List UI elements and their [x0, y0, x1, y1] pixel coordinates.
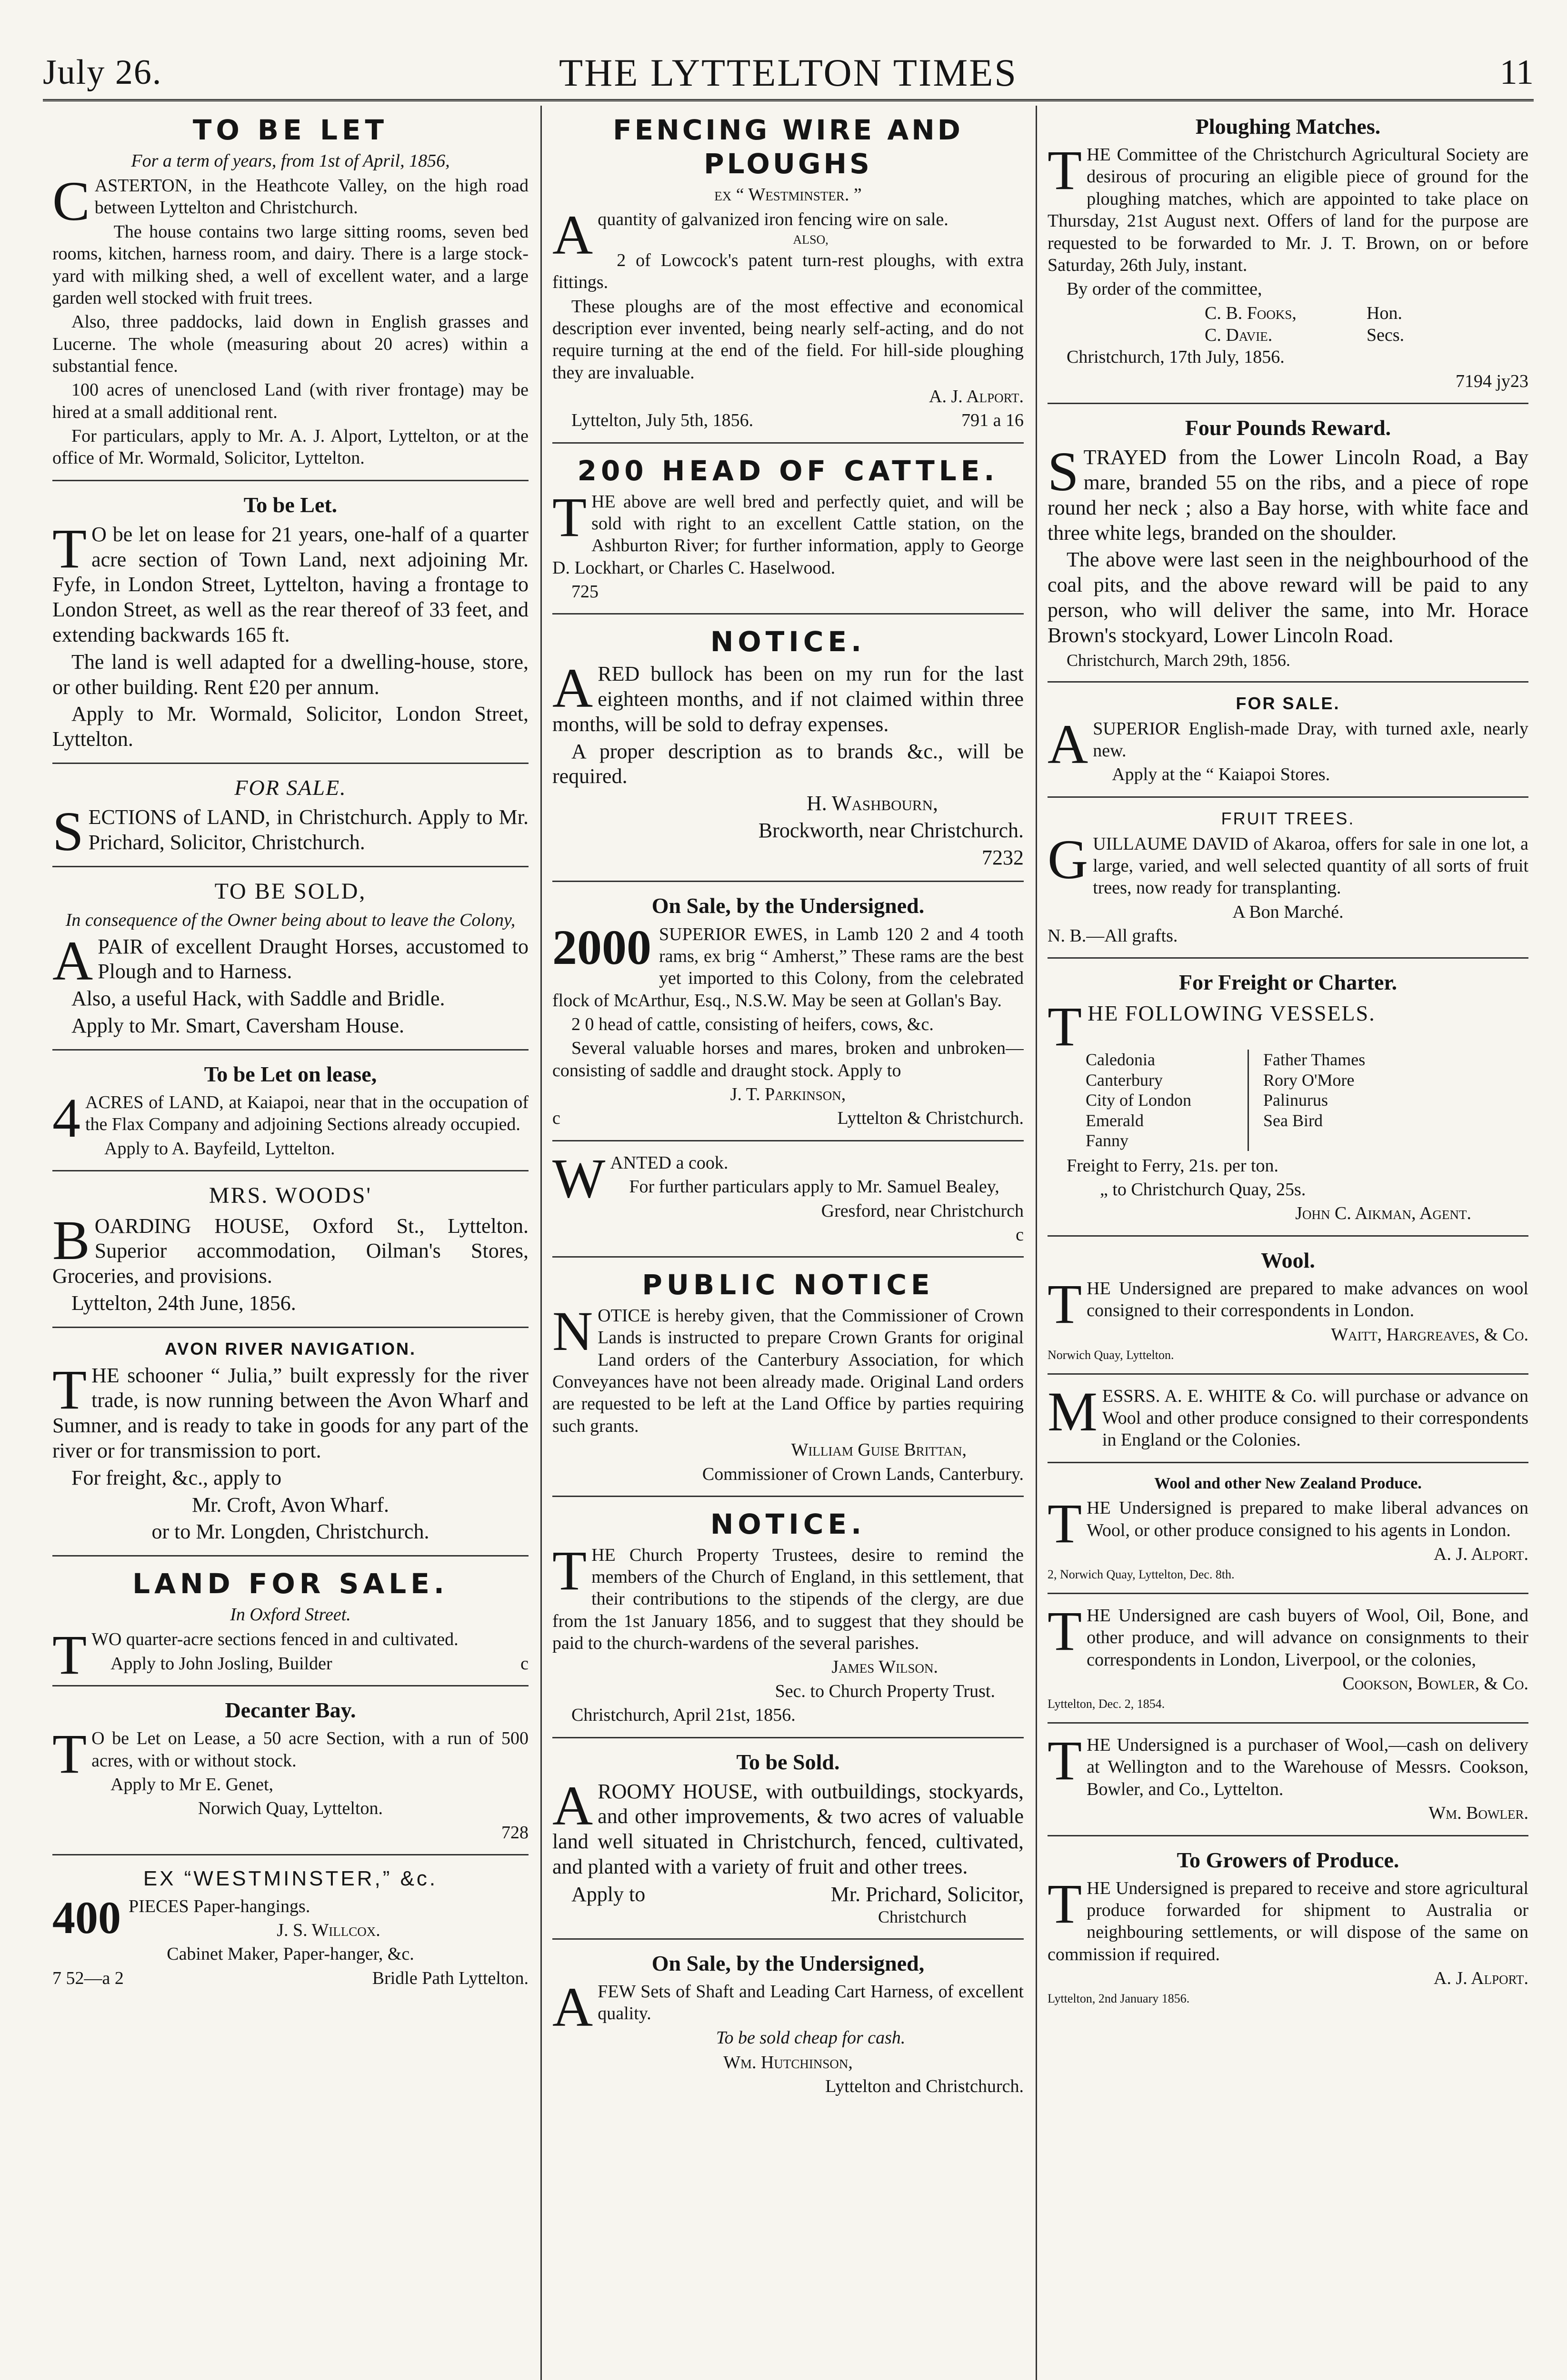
ad-body: Apply to Mr. Smart, Caversham House. [71, 1014, 405, 1038]
ad-body: Freight to Ferry, 21s. per ton. [1067, 1155, 1279, 1176]
ad-body: Also, a useful Hack, with Saddle and Bridle. [71, 987, 445, 1011]
ad-signature: C. B. Fooks, [1205, 303, 1297, 323]
ad-body: 100 acres of unenclosed Land (with river frontage) may be hired at a small additional rent. [52, 380, 529, 422]
ad-body: Norwich Quay, Lyttelton. [1048, 1348, 1174, 1362]
vessel-name: Father Thames [1263, 1050, 1366, 1070]
ad-divider [52, 866, 529, 867]
ad-signature: J. T. Parkinson, [730, 1084, 846, 1105]
ad-mrs-woods [52, 1182, 529, 1316]
ad-signatures [1205, 302, 1528, 347]
ad-divider [1048, 1373, 1528, 1375]
ad-divider [552, 1938, 1024, 1940]
ad-signature: Mr. Prichard, Solicitor, [830, 1882, 1024, 1906]
ad-nz-produce [1048, 1474, 1528, 1582]
ad-westminster [52, 1866, 529, 1989]
column-1 [52, 110, 529, 2380]
ad-body: Also, three paddocks, laid down in English grasses and Lucerne. The whole (measuring about 20 acres) within a substantial fence. [52, 312, 529, 376]
ad-heading: PUBLIC NOTICE [642, 1269, 934, 1301]
ad-lease-kaiapoi [52, 1061, 529, 1160]
ad-date: Lyttelton, 2nd January 1856. [1048, 1992, 1190, 2006]
ad-body: Bridle Path Lyttelton. [372, 1968, 529, 1988]
ad-wool [1048, 1247, 1528, 1363]
ad-divider [552, 1737, 1024, 1738]
vessel-name: Caledonia [1086, 1050, 1155, 1070]
ad-date: Christchurch, April 21st, 1856. [571, 1705, 796, 1726]
masthead-rule [43, 99, 1534, 101]
ad-heading: Wool and other New Zealand Produce. [1154, 1474, 1422, 1492]
ad-on-sale-harness [552, 1950, 1024, 2098]
ad-heading: FOR SALE. [234, 775, 347, 800]
ad-signature: John C. Aikman, Agent. [1295, 1203, 1471, 1224]
ad-body: GUILLAUME DAVID of Akaroa, offers for sale in one lot, a large, varied, and well selected quantity of all sorts of fruit trees, now ready for transplanting. [1048, 828, 1528, 898]
ad-body: 2 0 head of cattle, consisting of heifers, cows, &c. [571, 1014, 934, 1035]
ad-body: or to Mr. Longden, Christchurch. [151, 1520, 429, 1544]
ad-body: Lyttelton, 24th June, 1856. [71, 1291, 296, 1315]
ad-body: TWO quarter-acre sections fenced in and cultivated. [52, 1624, 459, 1686]
ad-body: „ to Christchurch Quay, 25s. [1100, 1179, 1306, 1200]
ad-body: N. B.—All grafts. [1048, 926, 1178, 946]
vessel-name: Palinurus [1263, 1091, 1328, 1110]
ad-body: Several valuable horses and mares, broken and unbroken—consisting of saddle and draught stock. Apply to [552, 1038, 1024, 1081]
ad-body: MESSRS. A. E. WHITE & Co. will purchase or advance on Wool and other produce consigned to their correspondents in England or the Colonies. [1048, 1380, 1528, 1450]
ad-subheading: For a term of years, from 1st of April, 1856, [131, 150, 450, 171]
ad-heading: To Growers of Produce. [1177, 1847, 1399, 1872]
ad-fruit-trees [1048, 808, 1528, 947]
column-2 [552, 110, 1024, 2380]
ad-body: THE FOLLOWING VESSELS. [1048, 995, 1376, 1058]
ad-body: THE Undersigned is a purchaser of Wool,—cash on delivery at Wellington and to the Warehouse of Messrs. Cookson, Bowler, and Co., Lyttelton. [1048, 1729, 1528, 1799]
ad-body: THE Undersigned are cash buyers of Wool, Oil, Bone, and other produce, and will advance on consignments to their correspondents in London, Liverpool, or the colonies, [1048, 1599, 1528, 1670]
ad-signature: H. Washbourn, [806, 792, 938, 815]
ad-heading: 200 HEAD OF CATTLE. [577, 454, 999, 487]
ad-body: Lyttelton & Christchurch. [837, 1108, 1024, 1129]
ad-body: Brockworth, near Christchurch. [758, 818, 1024, 842]
column-divider [540, 106, 542, 2380]
ad-freight-charter [1048, 969, 1528, 1224]
ad-to-be-sold [52, 878, 529, 1039]
ad-heading: To be Let. [243, 492, 338, 517]
ad-body: Mr. Croft, Avon Wharf. [192, 1493, 389, 1517]
ad-signature: William Guise Brittan, [791, 1440, 967, 1460]
ad-body: PIECES Paper-hangings. [129, 1896, 310, 1916]
ad-body: Apply to Mr E. Genet, [110, 1774, 274, 1795]
ad-body: APAIR of excellent Draught Horses, accustomed to Plough and to Harness. [52, 929, 529, 992]
ad-body: The land is well adapted for a dwelling-house, store, or other building. Rent £20 per annum. [52, 650, 529, 699]
ad-signature: Cookson, Bowler, & Co. [1342, 1674, 1528, 1694]
ad-signature: A. J. Alport. [1434, 1968, 1528, 1989]
vessel-column [1249, 1050, 1365, 1150]
ad-land-for-sale [52, 1567, 529, 1686]
ad-divider [52, 763, 529, 764]
ad-body: THE Committee of the Christchurch Agricultural Society are desirous of procuring an eligible piece of ground for the ploughing matches, which are appointed to take place on Thursday, 21st August next. Offers of land for the purpose are requested to be forwarded to Mr. J. T. Brown, on or before Saturday, 26th July, instant. [1048, 139, 1528, 275]
ad-subheading: ex “ Westminster. ” [714, 184, 862, 205]
newspaper-title: THE LYTTELTON TIMES [559, 51, 1018, 94]
ad-wanted-cook [552, 1147, 1024, 1246]
ad-signature: Waitt, Hargreaves, & Co. [1331, 1324, 1528, 1345]
ad-body: ALSO, [793, 233, 828, 247]
ad-body: Commissioner of Crown Lands, Canterbury. [702, 1464, 1024, 1484]
ad-notice-church [552, 1507, 1024, 1726]
ad-body: Norwich Quay, Lyttelton. [198, 1798, 383, 1819]
ad-body: For particulars, apply to Mr. A. J. Alport, Lyttelton, or at the office of Mr. Wormald, Solicitor, Lyttelton. [52, 426, 529, 468]
ad-body: Apply at the “ Kaiapoi Stores. [1112, 764, 1330, 785]
ad-divider [552, 1140, 1024, 1141]
issue-date: July 26. [43, 53, 162, 92]
ad-body: WANTED a cook. [552, 1147, 729, 1210]
ad-ref: c [1016, 1224, 1024, 1245]
ad-notice-bullock [552, 625, 1024, 870]
ad-divider [1048, 1593, 1528, 1594]
ad-subheading: In consequence of the Owner being about to leave the Colony, [65, 910, 516, 931]
ad-footer [552, 409, 1024, 431]
ad-ref: 7 52—a 2 [52, 1968, 124, 1988]
ad-heading: To be Sold. [736, 1749, 840, 1774]
ad-divider [552, 442, 1024, 444]
ad-ref: 7194 jy23 [1455, 371, 1528, 391]
ad-heading: On Sale, by the Undersigned, [651, 1951, 925, 1975]
ad-heading: Wool. [1261, 1248, 1315, 1272]
ad-body: BOARDING HOUSE, Oxford St., Lyttelton. Superior accommodation, Oilman's Stores, Groceries, and provisions. [52, 1209, 529, 1288]
column-3 [1048, 110, 1528, 2380]
ad-bowler-wool [1048, 1729, 1528, 1824]
masthead [43, 48, 1534, 105]
ad-body: The above were last seen in the neighbourhood of the coal pits, and the above reward will be paid to any person, who will deliver the same, into Mr. Horace Brown's stockyard, Lower Lincoln Road. [1048, 548, 1528, 647]
ad-ae-white [1048, 1380, 1528, 1451]
ad-divider [1048, 957, 1528, 959]
ad-heading: Ploughing Matches. [1195, 114, 1381, 139]
ad-body: CASTERTON, in the Heathcote Valley, on the high road between Lyttelton and Christchurch. [52, 170, 529, 233]
ad-divider [1048, 1462, 1528, 1463]
ad-apply-line [91, 1653, 529, 1675]
ad-date: 2, Norwich Quay, Lyttelton, Dec. 8th. [1048, 1567, 1235, 1582]
ad-to-be-let [52, 113, 529, 469]
ad-body: 2 of Lowcock's patent turn-rest ploughs, with extra fittings. [552, 250, 1024, 293]
ad-body: AROOMY HOUSE, with outbuildings, stockyards, and other improvements, & two acres of valuable land well situated in Christchurch, fenced, cultivated, and planted with a variety of fruit and other trees. [552, 1774, 1024, 1879]
ad-signature: A. J. Alport. [929, 387, 1024, 407]
ad-divider [1048, 681, 1528, 683]
vessel-list [1086, 1050, 1528, 1150]
ad-body: NOTICE is hereby given, that the Commissioner of Crown Lands is instructed to prepare Crown Grants for original Land orders of the Canterbury Association, for which Conveyances have not been already made. Original Land orders are requested to be left at the Land Office by parties requiring such grants. [552, 1300, 1024, 1436]
vessel-name: Canterbury [1086, 1070, 1163, 1090]
ad-body: THE Undersigned is prepared to receive and store agricultural produce forwarded for shipment to Australia or neighbouring settlements, or will dispose of the same on commission if required. [1048, 1872, 1528, 1964]
ad-body: Cabinet Maker, Paper-hanger, &c. [167, 1944, 414, 1964]
ad-cookson-bowler [1048, 1599, 1528, 1712]
ad-divider [52, 1049, 529, 1051]
ad-to-be-let-2 [52, 492, 529, 752]
ad-signature: A. J. Alport. [1434, 1544, 1528, 1564]
ad-heading: AVON RIVER NAVIGATION. [164, 1339, 417, 1359]
ad-body: Lyttelton and Christchurch. [825, 2076, 1024, 2097]
ad-heading: Decanter Bay. [225, 1698, 356, 1723]
ad-body: Gresford, near Christchurch [821, 1200, 1024, 1221]
ad-body: Christchurch [878, 1907, 967, 1927]
ad-body: Apply to [571, 1882, 646, 1906]
ad-on-sale-ewes [552, 892, 1024, 1129]
ad-heading: FENCING WIRE AND PLOUGHS [613, 114, 963, 180]
ad-body: TO be let on lease for 21 years, one-half of a quarter acre section of Town Land, next adjoining Mr. Fyfe, in London Street, Lyttelton, having a frontage to London Street, as well as the rear thereof of 33 feet, and extending backwards 165 ft. [52, 517, 529, 647]
vessel-name: Fanny [1086, 1131, 1128, 1150]
ad-body: 4ACRES of LAND, at Kaiapoi, near that in the occupation of the Flax Company and adjoining Sections already occupied. [52, 1086, 529, 1149]
ad-body: THE Undersigned is prepared to make liberal advances on Wool, or other produce consigned to his agents in London. [1048, 1492, 1528, 1555]
ad-body: A Bon Marché. [1232, 902, 1344, 922]
ad-ref: 7232 [982, 845, 1024, 869]
ad-divider [1048, 1235, 1528, 1237]
ad-divider [52, 1170, 529, 1171]
ad-signature: C. Davie. [1205, 325, 1273, 345]
ad-body: A proper description as to brands &c., will be required. [552, 739, 1024, 788]
ad-date: Lyttelton, Dec. 2, 1854. [1048, 1697, 1165, 1711]
ad-divider [52, 1327, 529, 1328]
ad-body: Secs. [1367, 325, 1405, 345]
ad-signature: Wm. Bowler. [1428, 1803, 1528, 1824]
ad-body: THE Undersigned are prepared to make advances on wool consigned to their correspondents in London. [1048, 1272, 1528, 1335]
ad-date: Christchurch, March 29th, 1856. [1067, 650, 1290, 670]
ad-body: THE Church Property Trustees, desire to remind the members of the Church of England, in this settlement, that their contributions to the stipends of the clergy, are due from the 1st January 1856, and to suggest that they should be paid to the church-wardens of the several parishes. [552, 1539, 1024, 1654]
ad-heading: To be Let on lease, [204, 1061, 377, 1086]
ad-ref: 728 [501, 1822, 529, 1843]
ad-body: ARED bullock has been on my run for the last eighteen months, and if not claimed within three months, will be sold to defray expenses. [552, 657, 1024, 736]
ad-divider [1048, 1835, 1528, 1836]
ad-body: Sec. to Church Property Trust. [775, 1681, 995, 1701]
ad-body: TO be Let on Lease, a 50 acre Section, with a run of 500 acres, with or without stock. [52, 1723, 529, 1785]
ad-body: SECTIONS of LAND, in Christchurch. Apply to Mr. Prichard, Solicitor, Christchurch. [52, 800, 529, 863]
ad-for-sale [52, 774, 529, 863]
ad-heading: On Sale, by the Undersigned. [651, 893, 925, 918]
ad-divider [52, 1854, 529, 1855]
ad-heading: NOTICE. [710, 1507, 866, 1540]
ad-cattle [552, 454, 1024, 603]
vessel-name: Sea Bird [1263, 1111, 1323, 1130]
ad-body: Apply to John Josling, Builder [110, 1653, 332, 1674]
ad-public-notice [552, 1268, 1024, 1485]
ad-heading: FOR SALE. [1236, 693, 1340, 713]
ad-body: AFEW Sets of Shaft and Leading Cart Harness, of excellent quality. [552, 1975, 1024, 2038]
ad-body: By order of the committee, [1067, 279, 1262, 299]
ad-body: ASUPERIOR English-made Dray, with turned axle, nearly new. [1048, 713, 1528, 775]
ad-divider [1048, 796, 1528, 798]
ad-ref: c [552, 1108, 560, 1129]
ad-heading: TO BE SOLD, [214, 878, 367, 904]
vessel-name: Emerald [1086, 1111, 1144, 1130]
ad-four-pounds-reward [1048, 415, 1528, 671]
ad-signature: Wm. Hutchinson, [723, 2052, 853, 2073]
ad-heading: For Freight or Charter. [1178, 970, 1397, 995]
ad-ref: 791 a 16 [961, 410, 1024, 431]
ad-number: 400 [52, 1892, 121, 1943]
ad-divider [52, 1685, 529, 1686]
ad-decanter-bay [52, 1697, 529, 1844]
ad-heading: NOTICE. [710, 625, 866, 658]
vessel-name: City of London [1086, 1091, 1191, 1110]
ad-for-sale-dray [1048, 693, 1528, 786]
ad-divider [552, 1256, 1024, 1258]
ad-heading: Four Pounds Reward. [1185, 416, 1391, 440]
ad-divider [552, 1496, 1024, 1497]
ad-divider [552, 881, 1024, 882]
ad-date: Lyttelton, July 5th, 1856. [571, 410, 754, 431]
ad-heading: LAND FOR SALE. [132, 1567, 449, 1600]
ad-body: These ploughs are of the most effective and economical description ever invented, being nearly self-acting, and do not require turning at the end of the field. For hill-side ploughing they are invaluable. [552, 296, 1024, 383]
ad-heading: TO BE LET [192, 114, 389, 146]
ad-divider [1048, 403, 1528, 404]
vessel-name: Rory O'More [1263, 1070, 1355, 1090]
ad-footer [52, 1967, 529, 1989]
ad-signature: James Wilson. [831, 1657, 938, 1677]
ad-body: STRAYED from the Lower Lincoln Road, a Bay mare, branded 55 on the ribs, and a piece of rope round her neck ; also a Bay horse, with white face and three white legs, branded on the shoulder. [1048, 440, 1528, 545]
ad-avon-river [52, 1339, 529, 1545]
ad-body: The house contains two large sitting rooms, seven bed rooms, kitchen, harness room, and dairy. There is a large stock-yard with milking shed, a well of excellent water, and a large garden well stocked with fruit trees. [52, 221, 529, 308]
ad-growers-produce [1048, 1847, 1528, 2007]
ad-ref: 725 [571, 582, 599, 602]
ad-subheading: In Oxford Street. [230, 1605, 351, 1625]
ad-ploughing-matches [1048, 113, 1528, 392]
ad-heading: MRS. WOODS' [209, 1183, 372, 1209]
ad-body: THE schooner “ Julia,” built expressly for the river trade, is now running between the Avon Wharf and Sumner, and is ready to take in goods for any part of the river or for transmission to port. [52, 1358, 529, 1463]
ad-number: 2000 [552, 920, 651, 975]
ad-body: For freight, &c., apply to [71, 1466, 282, 1489]
ad-body: For further particulars apply to Mr. Samuel Bealey, [629, 1177, 999, 1197]
ad-date: Christchurch, 17th July, 1856. [1067, 347, 1285, 367]
vessel-column [1086, 1050, 1249, 1150]
ad-body: SUPERIOR EWES, in Lamb 120 2 and 4 tooth rams, ex brig “ Amherst,” These rams are the best yet imported to this Colony, from the celebrated flock of McArthur, Esq., N.S.W. May be seen at Gollan's Bay. [552, 924, 1024, 1011]
ad-divider [1048, 1722, 1528, 1724]
ad-to-be-sold-house [552, 1749, 1024, 1928]
ad-subheading: To be sold cheap for cash. [716, 2027, 906, 2048]
ad-body: Aquantity of galvanized iron fencing wire on sale. [552, 203, 948, 266]
ad-divider [552, 613, 1024, 615]
ad-divider [52, 480, 529, 481]
page-number: 11 [1499, 53, 1534, 92]
ad-fencing-wire [552, 113, 1024, 432]
ad-body: Hon. [1367, 303, 1402, 323]
ad-body: Apply to A. Bayfeild, Lyttelton. [104, 1138, 335, 1159]
ad-body: Apply to Mr. Wormald, Solicitor, London Street, Lyttelton. [52, 702, 529, 751]
ad-body: THE above are well bred and perfectly quiet, and will be sold with right to an excellent Cattle station, on the Ashburton River; for further information, apply to George D. Lockhart, or Charles C. Haselwood. [552, 486, 1024, 578]
ad-signature: J. S. Willcox. [277, 1920, 380, 1941]
ad-apply-line [552, 1882, 1024, 1907]
ad-heading: FRUIT TREES. [1221, 808, 1355, 828]
ad-ref: c [520, 1653, 529, 1674]
column-divider [1036, 106, 1037, 2380]
ad-footer [552, 1107, 1024, 1129]
ad-heading: EX “WESTMINSTER,” &c. [143, 1867, 438, 1890]
ad-divider [52, 1555, 529, 1557]
